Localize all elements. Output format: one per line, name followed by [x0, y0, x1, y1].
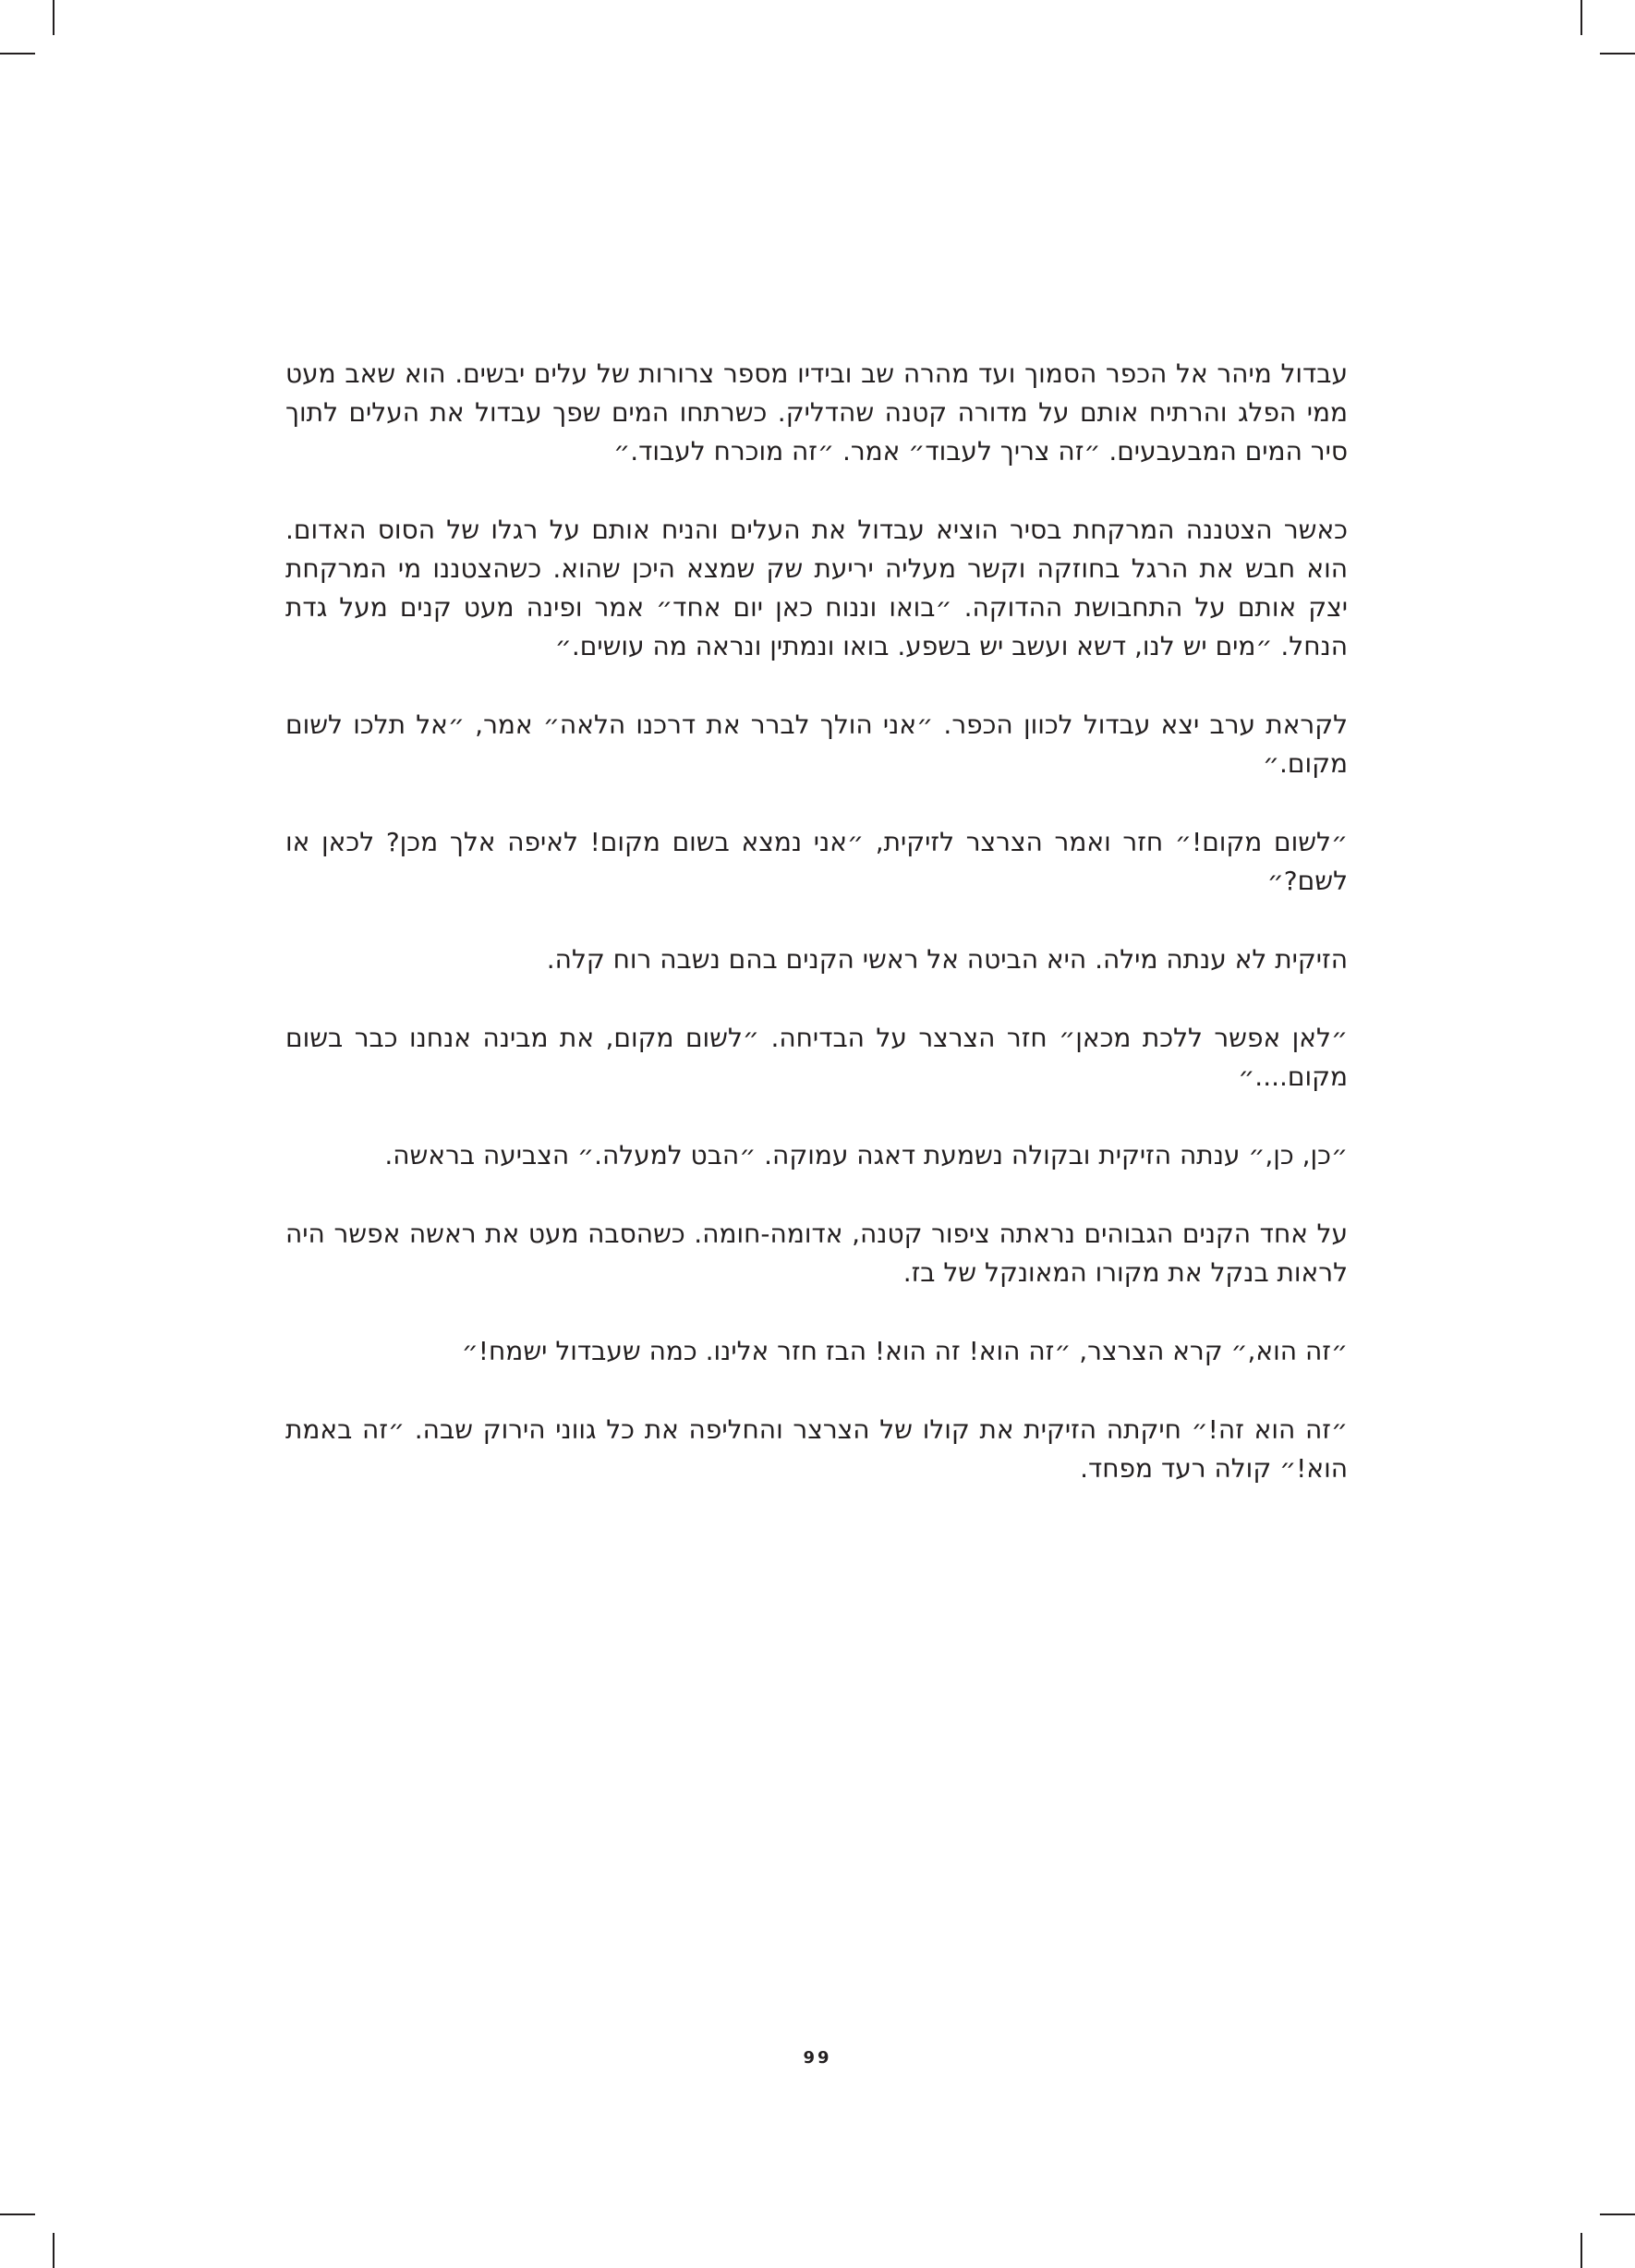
paragraph: לקראת ערב יצא עבדול לכוון הכפר. ״אני הולך לברר את דרכנו הלאה״ אמר, ״אל תלכו לשום מקום.״	[285, 710, 1348, 779]
crop-mark-bottom-left-horizontal	[0, 2213, 35, 2215]
page-number: 99	[803, 2048, 832, 2068]
paragraph: על אחד הקנים הגבוהים נראתה ציפור קטנה, אדומה-חומה. כשהסבה מעט את ראשה אפשר היה לראות בנקל את מקורו המאונקל של בז.	[285, 1219, 1348, 1288]
crop-mark-top-right-vertical	[1580, 0, 1582, 35]
paragraph: ״לשום מקום!״ חזר ואמר הצרצר לזיקית, ״אני נמצא בשום מקום! לאיפה אלך מכן? לכאן או לשם?״	[285, 827, 1348, 896]
paragraph: הזיקית לא ענתה מילה. היא הביטה אל ראשי הקנים בהם נשבה רוח קלה.	[546, 944, 1348, 975]
crop-mark-bottom-left-vertical	[53, 2233, 54, 2268]
paragraph: כאשר הצטננה המרקחת בסיר הוציא עבדול את העלים והניח אותם על רגלו של הסוס האדום. הוא חבש את הרגל בחוזקה וקשר מעליה יריעת שק שמצא היכן שהוא. כשהצטננו מי המרקחת יצק אותם על התחבושת ההדוקה. ״בואו וננוח כאן יום אחד״ אמר ופינה מעט קנים מעל גדת הנחל. ״מים יש לנו, דשא ועשב יש בשפע. בואו ונמתין ונראה מה עושים.״	[285, 515, 1348, 661]
crop-mark-top-left-horizontal	[0, 53, 35, 55]
crop-mark-top-right-horizontal	[1600, 53, 1635, 55]
story-text	[285, 355, 1348, 1528]
paragraph: ״כן, כן,״ ענתה הזיקית ובקולה נשמעת דאגה עמוקה. ״הבט למעלה.״ הצביעה בראשה.	[384, 1140, 1348, 1170]
crop-mark-top-left-vertical	[53, 0, 54, 35]
paragraph: עבדול מיהר אל הכפר הסמוך ועד מהרה שב ובידיו מספר צרורות של עלים יבשים. הוא שאב מעט ממי הפלג והרתיח אותם על מדורה קטנה שהדליק. כשרתחו המים שפך עבדול את העלים לתוך סיר המים המבעבעים. ״זה צריך לעבוד״ אמר. ״זה מוכרח לעבוד.״	[285, 358, 1348, 467]
paragraph: ״זה הוא,״ קרא הצרצר, ״זה הוא! זה הוא! הבז חזר אלינו. כמה שעבדול ישמח!״	[461, 1336, 1348, 1366]
crop-mark-bottom-right-horizontal	[1600, 2213, 1635, 2215]
crop-mark-bottom-right-vertical	[1580, 2233, 1582, 2268]
paragraph: ״לאן אפשר ללכת מכאן״ חזר הצרצר על הבדיחה. ״לשום מקום, את מבינה אנחנו כבר בשום מקום....״	[285, 1023, 1348, 1092]
paragraph: ״זה הוא זה!״ חיקתה הזיקית את קולו של הצרצר והחליפה את כל גווני הירוק שבה. ״זה באמת הוא!״ קולה רעד מפחד.	[285, 1414, 1348, 1484]
